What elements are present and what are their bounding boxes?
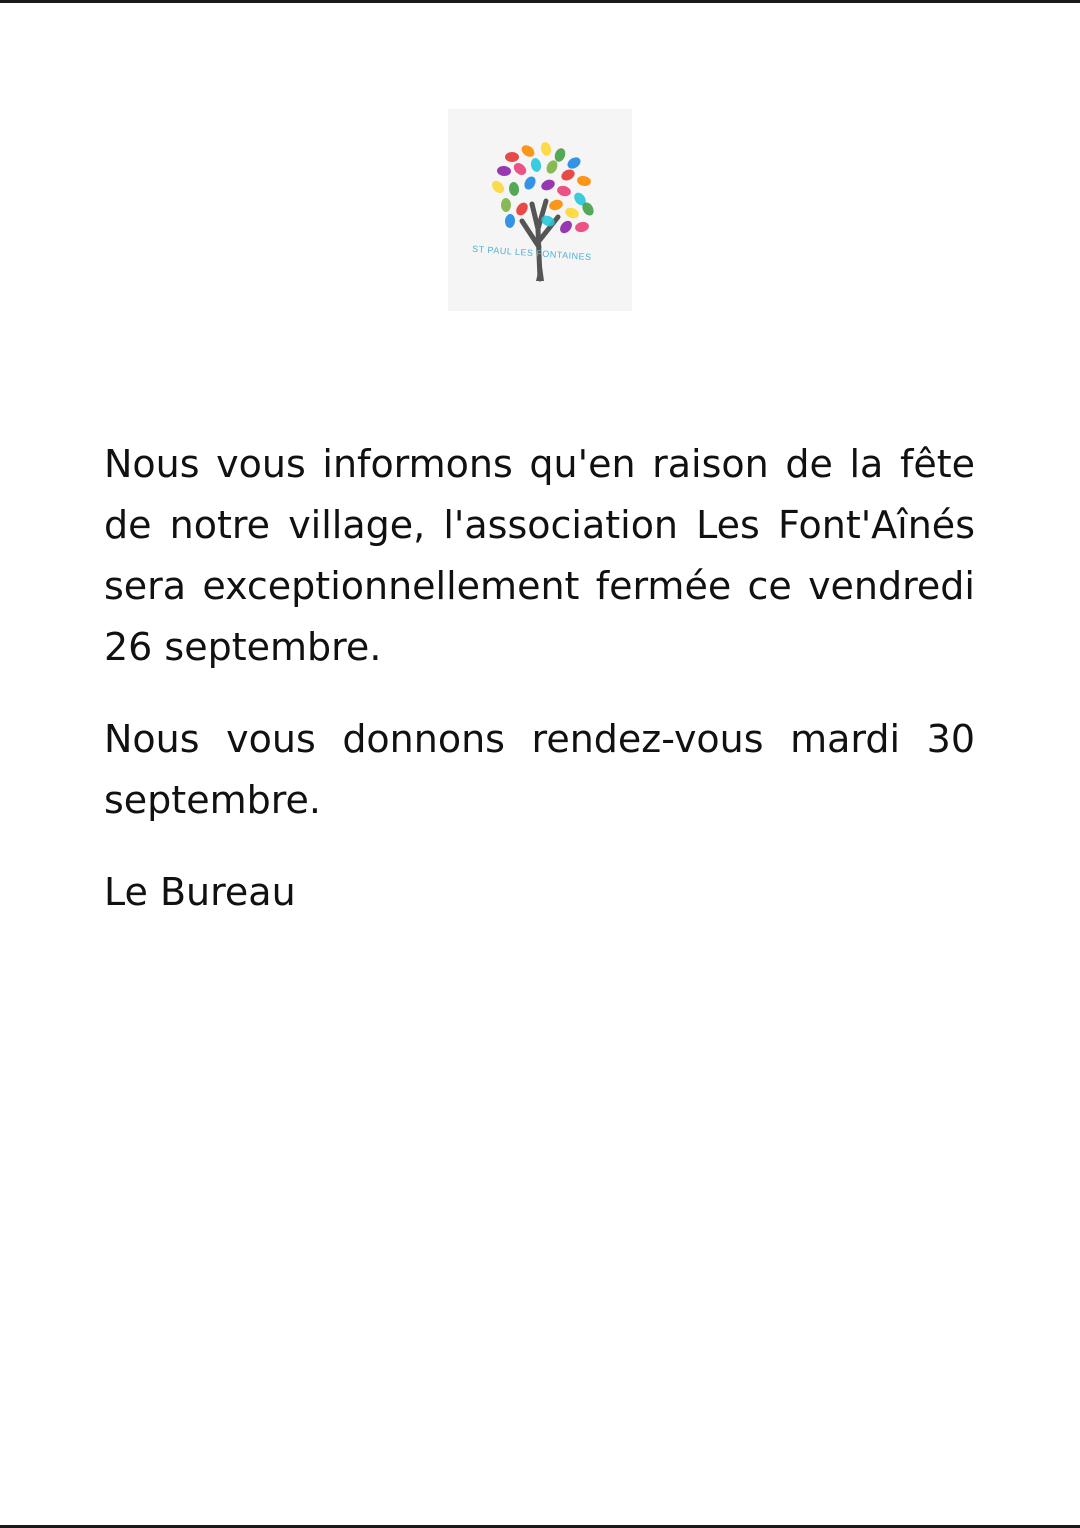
hand-leaf (505, 214, 516, 229)
hand-leaf (559, 167, 576, 182)
hand-leaf (530, 157, 542, 173)
hand-leaf (564, 206, 581, 220)
hand-leaf (514, 200, 530, 217)
hand-leaf (556, 184, 572, 197)
logo-caption: ST PAUL LES FONTAINES (471, 243, 592, 263)
notice-paragraph-closure: Nous vous informons qu'en raison de la fête de notre village, l'association Les Font'Aînés sera exceptionnellement fermée ce vendredi 26 septembre. (104, 442, 975, 669)
hand-leaf (548, 198, 564, 212)
notice-letter (104, 434, 975, 923)
page-top-border (0, 0, 1080, 3)
hand-leaf (490, 178, 507, 195)
hand-leaf (574, 221, 590, 234)
notice-signature: Le Bureau (104, 870, 296, 914)
hand-leaf (505, 152, 519, 162)
hand-leaf (576, 175, 592, 187)
hand-leaf (540, 178, 557, 193)
hand-leaf (519, 143, 536, 159)
hand-leaf (511, 161, 528, 178)
hand-leaf (501, 198, 511, 212)
notice-paragraph-reopening: Nous vous donnons rendez-vous mardi 30 septembre. (104, 717, 975, 822)
hand-leaf (558, 218, 575, 235)
hand-leaf (497, 165, 512, 176)
hand-leaf (565, 155, 582, 171)
hand-leaf (508, 182, 519, 197)
tree-of-hands-icon (448, 109, 632, 311)
hand-leaf (539, 141, 552, 157)
association-logo (448, 109, 632, 311)
hand-leaf (522, 174, 538, 191)
colored-hands-foliage (490, 141, 596, 236)
